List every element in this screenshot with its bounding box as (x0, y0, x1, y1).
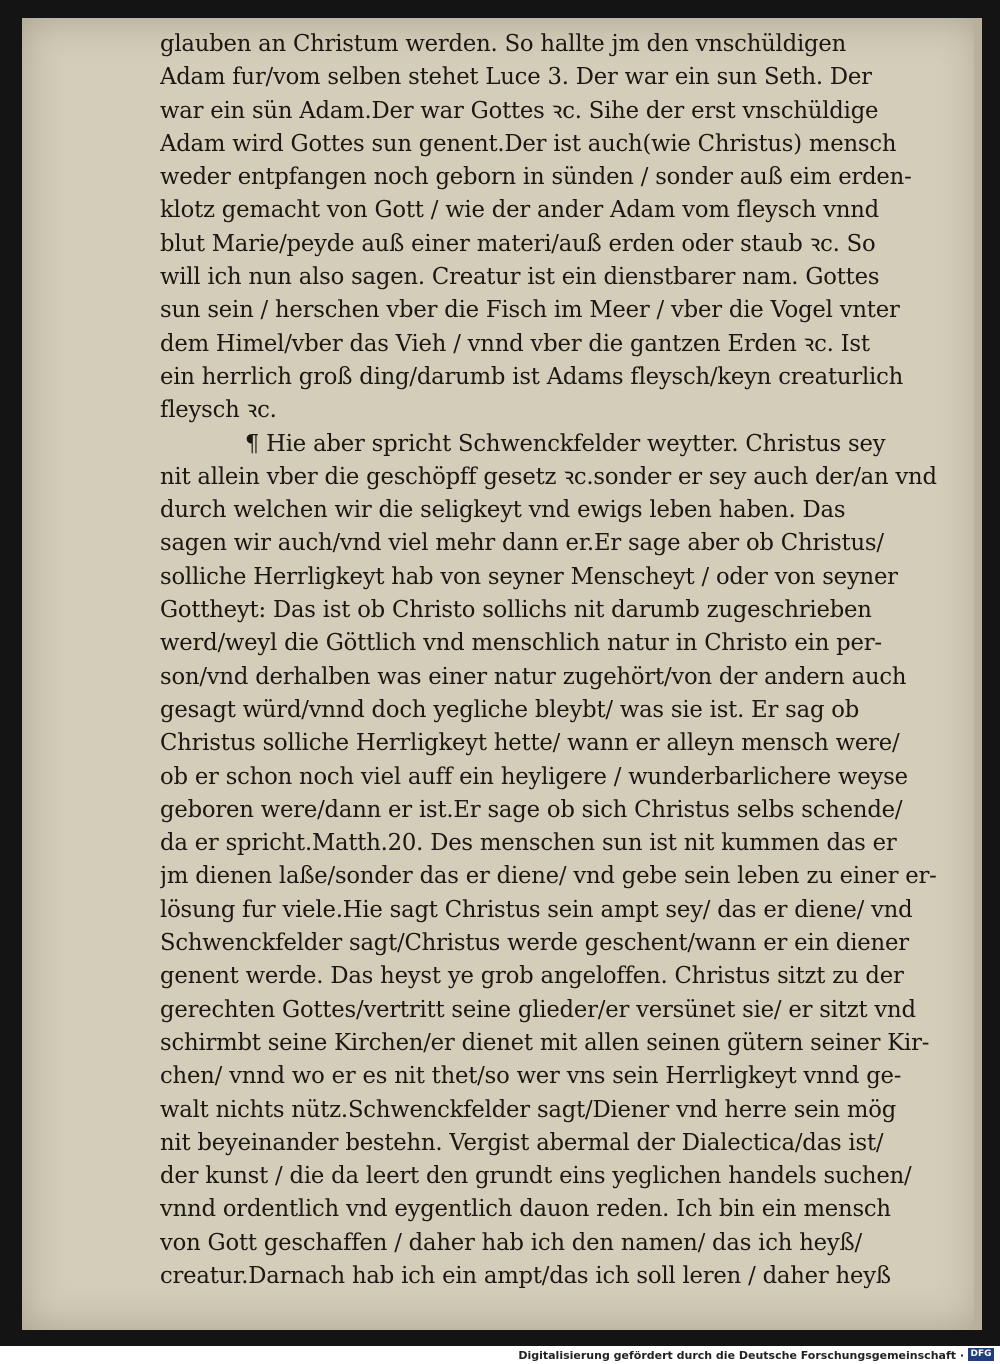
text-line: der kunst / die da leert den grundt eins yeglichen handels suchen/ (160, 1163, 912, 1190)
text-line: Adam fur/vom selben stehet Luce 3. Der war ein sun Seth. Der (160, 64, 872, 91)
text-line: lösung fur viele.Hie sagt Christus sein ampt sey/ das er diene/ vnd (160, 896, 913, 923)
funding-notice: Digitalisierung gefördert durch die Deutsche Forschungsgemeinschaft · (518, 1349, 964, 1362)
page-edge (974, 18, 982, 1330)
text-line: sun sein / herschen vber die Fisch im Meer / vber die Vogel vnter (160, 297, 900, 324)
text-line: war ein sün Adam.Der war Gottes ꝛc. Sihe der erst vnschüldige (160, 97, 879, 124)
text-line: Gottheyt: Das ist ob Christo sollichs nit darumb zugeschrieben (160, 597, 872, 624)
text-line: dem Himel/vber das Vieh / vnnd vber die gantzen Erden ꝛc. Ist (160, 330, 870, 357)
text-line: schirmbt seine Kirchen/er dienet mit allen seinen gütern seiner Kir- (160, 1029, 930, 1056)
paragraph-start-line: ¶ Hie aber spricht Schwenckfelder weytter. Christus sey (244, 430, 886, 457)
text-line: weder entpfangen noch geborn in sünden / sonder auß eim erden- (160, 164, 912, 191)
text-line: creatur.Darnach hab ich ein ampt/das ich soll leren / daher heyß (160, 1262, 891, 1289)
text-line: glauben an Christum werden. So hallte jm den vnschüldigen (160, 31, 846, 57)
text-line: da er spricht.Matth.20. Des menschen sun ist nit kummen das er (160, 830, 897, 857)
text-line: gerechten Gottes/vertritt seine glieder/er versünet sie/ er sitzt vnd (160, 996, 916, 1023)
text-line: will ich nun also sagen. Creatur ist ein dienstbarer nam. Gottes (160, 264, 880, 291)
text-line: gesagt würd/vnnd doch yegliche bleybt/ was sie ist. Er sag ob (160, 696, 860, 723)
text-line: jm dienen laße/sonder das er diene/ vnd gebe sein leben zu einer er- (160, 863, 937, 890)
text-line: Schwenckfelder sagt/Christus werde geschent/wann er ein diener (160, 930, 909, 957)
text-line: geboren were/dann er ist.Er sage ob sich Christus selbs schende/ (160, 796, 903, 823)
text-line: nit allein vber die geschöpff gesetz ꝛc.sonder er sey auch der/an vnd (160, 463, 937, 490)
text-line: genent werde. Das heyst ye grob angeloffen. Christus sitzt zu der (160, 963, 904, 990)
text-line: durch welchen wir die seligkeyt vnd ewigs leben haben. Das (160, 497, 846, 524)
text-line: werd/weyl die Göttlich vnd menschlich natur in Christo ein per- (160, 630, 882, 657)
text-line: sagen wir auch/vnd viel mehr dann er.Er sage aber ob Christus/ (160, 530, 884, 557)
text-line: nit beyeinander bestehn. Vergist abermal der Dialectica/das ist/ (160, 1129, 884, 1156)
page-text (160, 28, 950, 1293)
dfg-logo: DFG (968, 1348, 994, 1361)
text-line: chen/ vnnd wo er es nit thet/so wer vns sein Herrligkeyt vnnd ge- (160, 1063, 902, 1090)
text-line: Adam wird Gottes sun genent.Der ist auch(wie Christus) mensch (160, 130, 897, 157)
text-line: fleysch ꝛc. (160, 397, 277, 424)
text-line: son/vnd derhalben was einer natur zugehört/von der andern auch (160, 663, 907, 690)
text-line: klotz gemacht von Gott / wie der ander Adam vom fleysch vnnd (160, 197, 880, 224)
text-line: solliche Herrligkeyt hab von seyner Menscheyt / oder von seyner (160, 563, 898, 590)
text-line: walt nichts nütz.Schwenckfelder sagt/Diener vnd herre sein mög (160, 1096, 897, 1123)
text-line: vnnd ordentlich vnd eygentlich dauon reden. Ich bin ein mensch (160, 1196, 891, 1223)
text-line: Christus solliche Herrligkeyt hette/ wann er alleyn mensch were/ (160, 730, 900, 757)
text-line: blut Marie/peyde auß einer materi/auß erden oder staub ꝛc. So (160, 230, 876, 257)
text-line: ein herrlich groß ding/darumb ist Adams fleysch/keyn creaturlich (160, 363, 904, 390)
footer-bar (0, 1346, 1000, 1364)
text-line: von Gott geschaffen / daher hab ich den namen/ das ich heyß/ (160, 1229, 862, 1256)
text-line: ob er schon noch viel auff ein heyligere / wunderbarlichere weyse (160, 763, 908, 790)
